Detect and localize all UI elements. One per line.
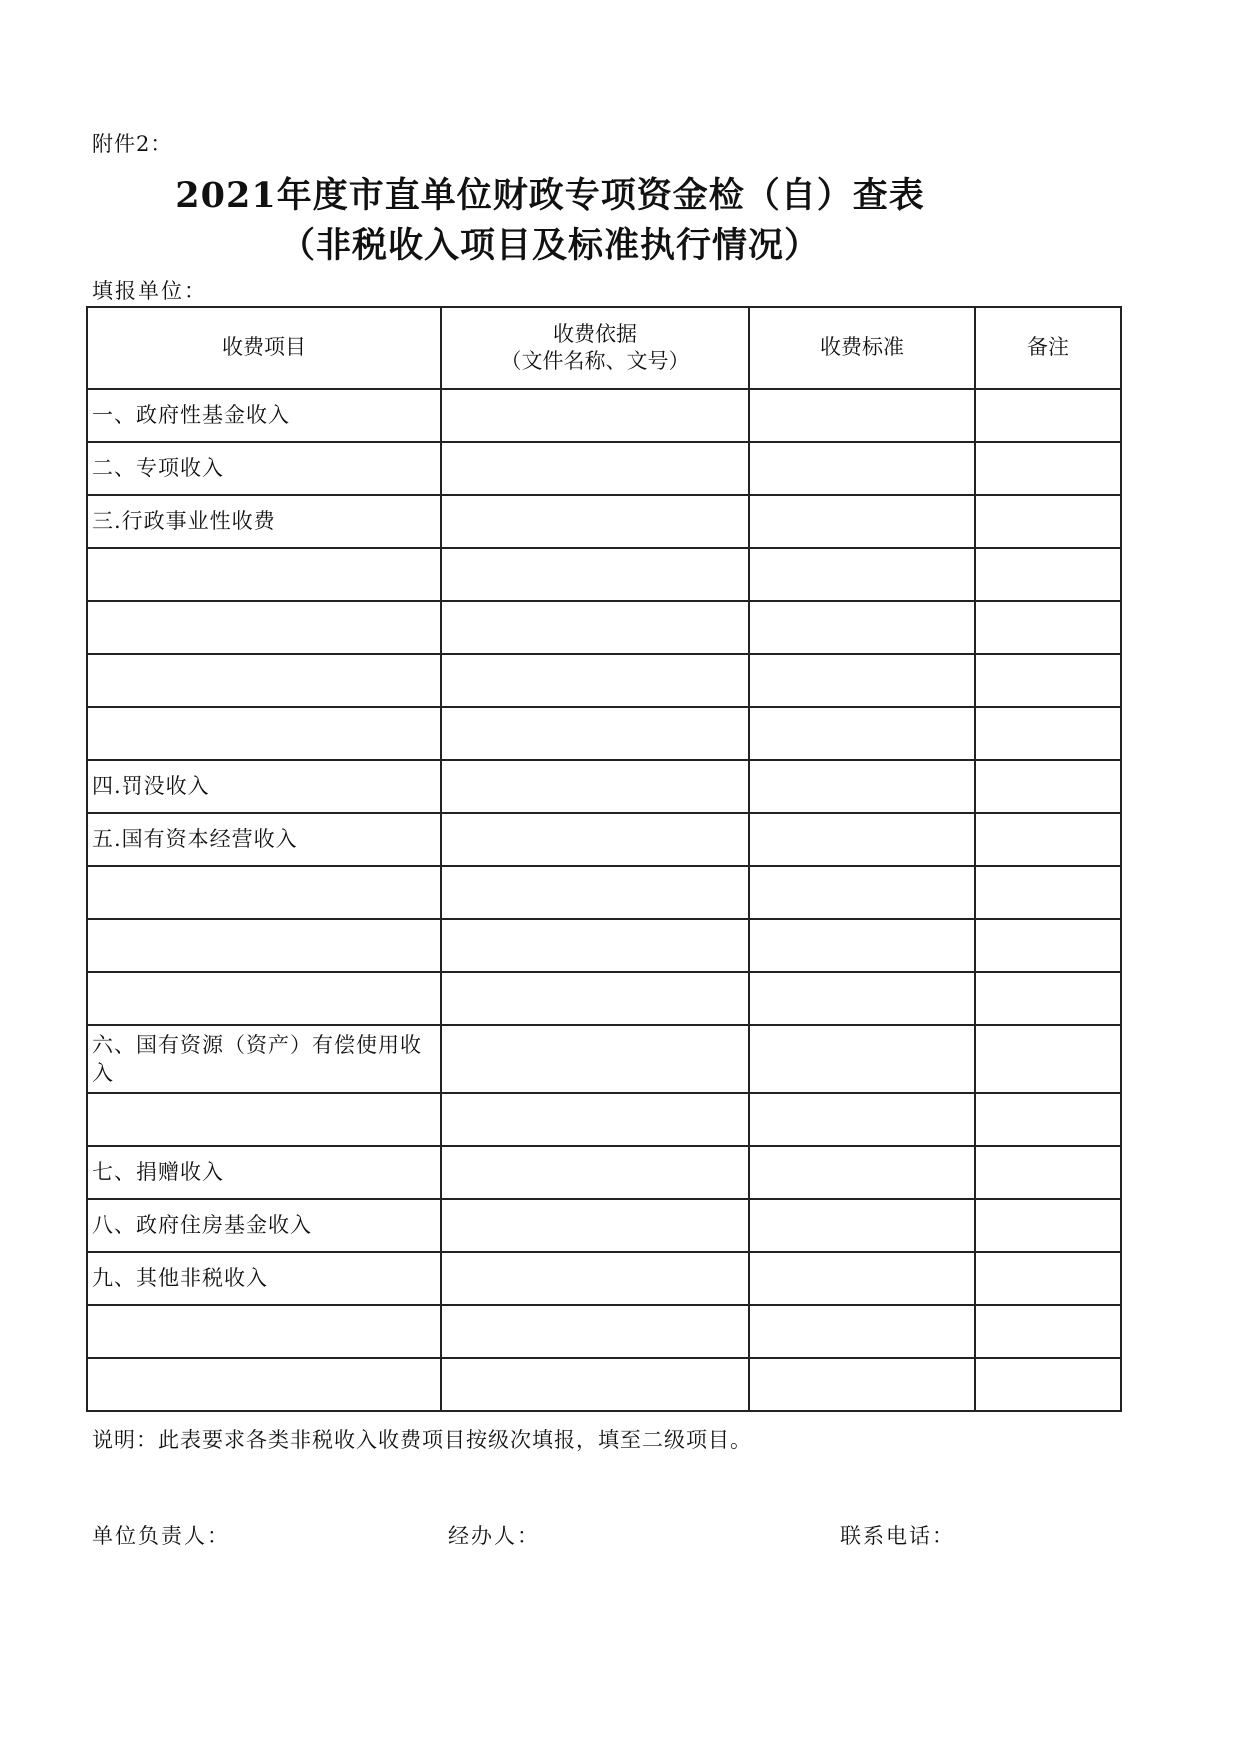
fee-standard-cell[interactable]	[749, 442, 975, 495]
remarks-cell[interactable]	[975, 442, 1121, 495]
row-item-cell[interactable]: 六、国有资源（资产）有偿使用收入	[87, 1025, 441, 1093]
header-fee-basis-line2: （文件名称、文号）	[500, 349, 690, 373]
row-item-cell[interactable]	[87, 654, 441, 707]
fee-standard-cell[interactable]	[749, 1199, 975, 1252]
remarks-cell[interactable]	[975, 1305, 1121, 1358]
table-row	[87, 760, 1121, 813]
table-row	[87, 495, 1121, 548]
table-row	[87, 1146, 1121, 1199]
fee-standard-cell[interactable]	[749, 1093, 975, 1146]
fee-basis-cell[interactable]	[441, 1093, 749, 1146]
fee-basis-cell[interactable]	[441, 866, 749, 919]
row-item-cell[interactable]: 八、政府住房基金收入	[87, 1199, 441, 1252]
phone-label: 联系电话：	[840, 1524, 955, 1548]
table-row	[87, 1025, 1121, 1093]
row-item-cell[interactable]	[87, 1305, 441, 1358]
row-item-cell[interactable]: 一、政府性基金收入	[87, 389, 441, 442]
row-item-cell[interactable]	[87, 866, 441, 919]
remarks-cell[interactable]	[975, 919, 1121, 972]
fee-standard-cell[interactable]	[749, 389, 975, 442]
fee-basis-cell[interactable]	[441, 1358, 749, 1411]
row-item-cell[interactable]	[87, 919, 441, 972]
fee-standard-cell[interactable]	[749, 654, 975, 707]
non-tax-revenue-table	[86, 306, 1122, 1412]
remarks-cell[interactable]	[975, 1199, 1121, 1252]
remarks-cell[interactable]	[975, 866, 1121, 919]
table-row	[87, 389, 1121, 442]
table-row	[87, 654, 1121, 707]
row-item-cell[interactable]: 四.罚没收入	[87, 760, 441, 813]
row-item-cell[interactable]: 二、专项收入	[87, 442, 441, 495]
table-note: 说明：此表要求各类非税收入收费项目按级次填报，填至二级项目。	[92, 1428, 752, 1452]
row-item-cell[interactable]: 九、其他非税收入	[87, 1252, 441, 1305]
fee-standard-cell[interactable]	[749, 1025, 975, 1093]
fee-basis-cell[interactable]	[441, 919, 749, 972]
remarks-cell[interactable]	[975, 1146, 1121, 1199]
table-row	[87, 972, 1121, 1025]
reporting-unit-label: 填报单位：	[92, 279, 207, 303]
fee-basis-cell[interactable]	[441, 548, 749, 601]
page-subtitle: （非税收入项目及标准执行情况）	[279, 225, 820, 266]
remarks-cell[interactable]	[975, 601, 1121, 654]
header-fee-basis	[441, 307, 749, 389]
fee-basis-cell[interactable]	[441, 601, 749, 654]
fee-standard-cell[interactable]	[749, 1252, 975, 1305]
row-item-cell[interactable]	[87, 1358, 441, 1411]
header-fee-item: 收费项目	[87, 307, 441, 389]
fee-basis-cell[interactable]	[441, 1025, 749, 1093]
table-row	[87, 1358, 1121, 1411]
remarks-cell[interactable]	[975, 707, 1121, 760]
remarks-cell[interactable]	[975, 760, 1121, 813]
remarks-cell[interactable]	[975, 389, 1121, 442]
fee-basis-cell[interactable]	[441, 760, 749, 813]
fee-standard-cell[interactable]	[749, 601, 975, 654]
table-row	[87, 1093, 1121, 1146]
row-item-cell[interactable]	[87, 601, 441, 654]
attachment-label: 附件2：	[92, 132, 173, 156]
row-item-cell[interactable]	[87, 972, 441, 1025]
row-item-cell[interactable]	[87, 707, 441, 760]
fee-basis-cell[interactable]	[441, 972, 749, 1025]
header-fee-standard: 收费标准	[749, 307, 975, 389]
fee-basis-cell[interactable]	[441, 1305, 749, 1358]
fee-standard-cell[interactable]	[749, 813, 975, 866]
fee-standard-cell[interactable]	[749, 495, 975, 548]
remarks-cell[interactable]	[975, 1252, 1121, 1305]
fee-basis-cell[interactable]	[441, 495, 749, 548]
remarks-cell[interactable]	[975, 1358, 1121, 1411]
table-row	[87, 1199, 1121, 1252]
unit-head-label: 单位负责人：	[92, 1524, 230, 1548]
remarks-cell[interactable]	[975, 972, 1121, 1025]
fee-standard-cell[interactable]	[749, 1358, 975, 1411]
fee-standard-cell[interactable]	[749, 972, 975, 1025]
row-item-cell[interactable]: 三.行政事业性收费	[87, 495, 441, 548]
page-title: 2021年度市直单位财政专项资金检（自）查表	[175, 175, 925, 216]
fee-standard-cell[interactable]	[749, 866, 975, 919]
fee-basis-cell[interactable]	[441, 707, 749, 760]
fee-standard-cell[interactable]	[749, 1146, 975, 1199]
header-fee-basis-line1: 收费依据	[553, 321, 637, 346]
fee-basis-cell[interactable]	[441, 1146, 749, 1199]
table-row	[87, 813, 1121, 866]
fee-standard-cell[interactable]	[749, 760, 975, 813]
table-row	[87, 866, 1121, 919]
remarks-cell[interactable]	[975, 495, 1121, 548]
fee-basis-cell[interactable]	[441, 442, 749, 495]
row-item-cell[interactable]: 五.国有资本经营收入	[87, 813, 441, 866]
remarks-cell[interactable]	[975, 813, 1121, 866]
table-row	[87, 1252, 1121, 1305]
table-row	[87, 1305, 1121, 1358]
fee-basis-cell[interactable]	[441, 1252, 749, 1305]
remarks-cell[interactable]	[975, 654, 1121, 707]
table-row	[87, 442, 1121, 495]
fee-basis-cell[interactable]	[441, 389, 749, 442]
remarks-cell[interactable]	[975, 1093, 1121, 1146]
fee-standard-cell[interactable]	[749, 548, 975, 601]
fee-standard-cell[interactable]	[749, 1305, 975, 1358]
row-item-cell[interactable]: 七、捐赠收入	[87, 1146, 441, 1199]
row-item-cell[interactable]	[87, 548, 441, 601]
table-row	[87, 601, 1121, 654]
remarks-cell[interactable]	[975, 548, 1121, 601]
fee-basis-cell[interactable]	[441, 654, 749, 707]
fee-standard-cell[interactable]	[749, 707, 975, 760]
fee-standard-cell[interactable]	[749, 919, 975, 972]
fee-basis-cell[interactable]	[441, 813, 749, 866]
table-row	[87, 548, 1121, 601]
remarks-cell[interactable]	[975, 1025, 1121, 1093]
handler-label: 经办人：	[448, 1524, 540, 1548]
row-item-cell[interactable]	[87, 1093, 441, 1146]
table-row	[87, 707, 1121, 760]
table-row	[87, 919, 1121, 972]
fee-basis-cell[interactable]	[441, 1199, 749, 1252]
header-remarks: 备注	[975, 307, 1121, 389]
